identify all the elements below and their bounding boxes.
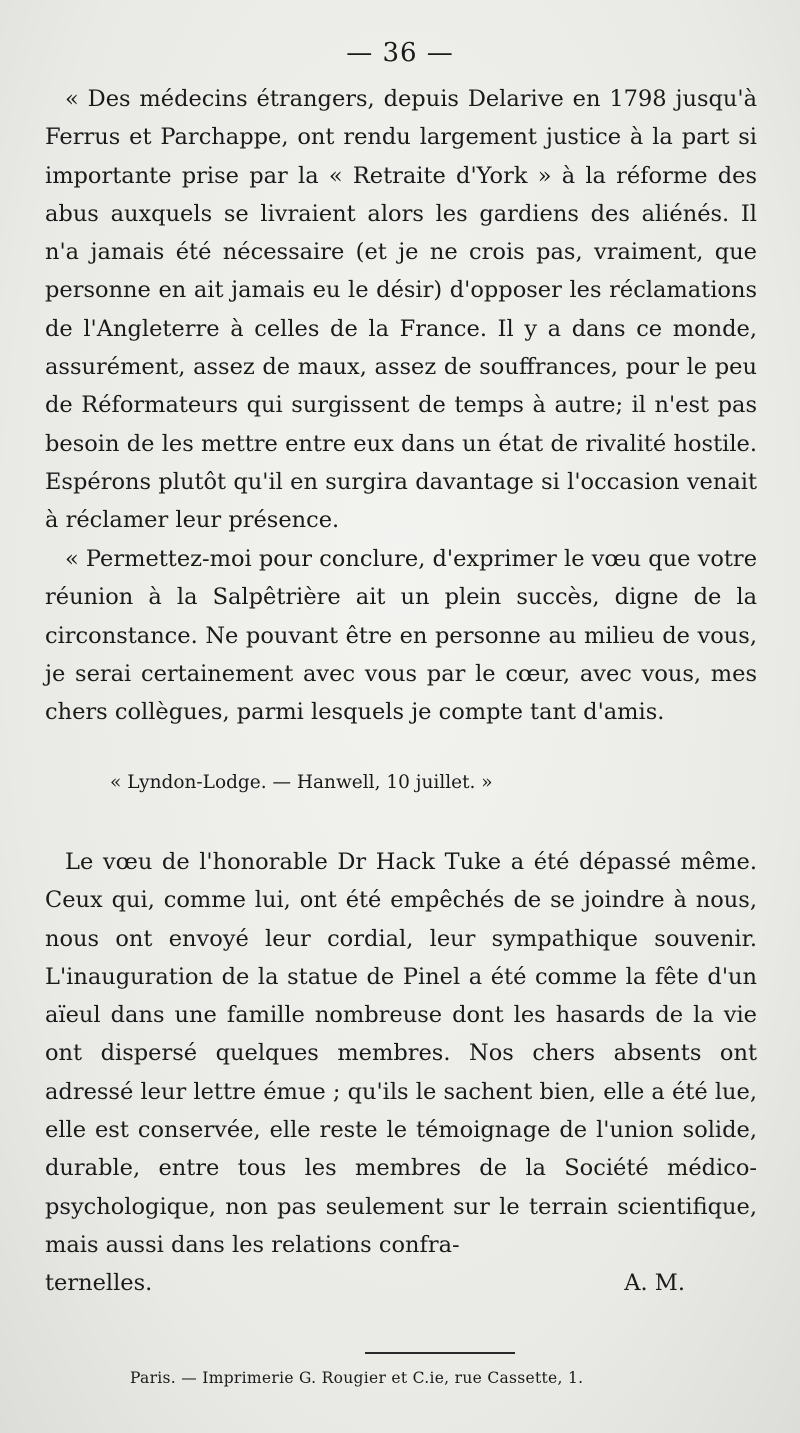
closing-paragraph <box>45 843 757 1303</box>
page-number: — 36 — <box>346 38 454 68</box>
closing-last-word: ternelles. <box>45 1270 153 1297</box>
letter-paragraph-1: « Des médecins étrangers, depuis Delarive en 1798 jusqu'à Ferrus et Parchappe, ont rendu largement justice à la part si importante prise par la « Retraite d'York » à la réforme des abus auxquels se livraient alors les gardiens des aliénés. Il n'a jamais été nécessaire (et je ne crois pas, vraiment, que personne en ait jamais eu le désir) d'opposer les réclamations de l'Angleterre à celles de la France. Il y a dans ce monde, assurément, assez de maux, assez de souffrances, pour le peu de Réformateurs qui surgissent de temps à autre; il n'est pas besoin de les mettre entre eux dans un état de rivalité hostile. Espérons plutôt qu'il en surgira davantage si l'occasion venait à réclamer leur présence. <box>45 86 757 534</box>
closing-last-line <box>45 1264 757 1302</box>
letter-signature: « Lyndon-Lodge. — Hanwell, 10 juillet. » <box>110 772 493 793</box>
closing-paragraph-body: Le vœu de l'honorable Dr Hack Tuke a été dépassé même. Ceux qui, comme lui, ont été empêchés de se joindre à nous, nous ont envoyé leur cordial, leur sympathique souvenir. L'inauguration de la statue de Pinel a été comme la fête d'un aïeul dans une famille nombreuse dont les hasards de la vie ont dispersé quelques membres. Nos chers absents ont adressé leur lettre émue ; qu'ils le sachent bien, elle a été lue, elle est conservée, elle reste le témoignage de l'union solide, durable, entre tous les membres de la Société médico-psychologique, non pas seulement sur le terrain scientifique, mais aussi dans les relations confra- <box>45 849 757 1258</box>
footer-rule <box>365 1352 515 1354</box>
letter-paragraph-2: « Permettez-moi pour conclure, d'exprimer le vœu que votre réunion à la Salpêtrière ait un plein succès, digne de la circonstance. Ne pouvant être en personne au milieu de vous, je serai certainement avec vous par le cœur, avec vous, mes chers collègues, parmi lesquels je compte tant d'amis. <box>45 546 758 726</box>
printer-imprint: Paris. — Imprimerie G. Rougier et C.ie, rue Cassette, 1. <box>130 1369 584 1387</box>
author-initials: A. M. <box>624 1270 685 1297</box>
